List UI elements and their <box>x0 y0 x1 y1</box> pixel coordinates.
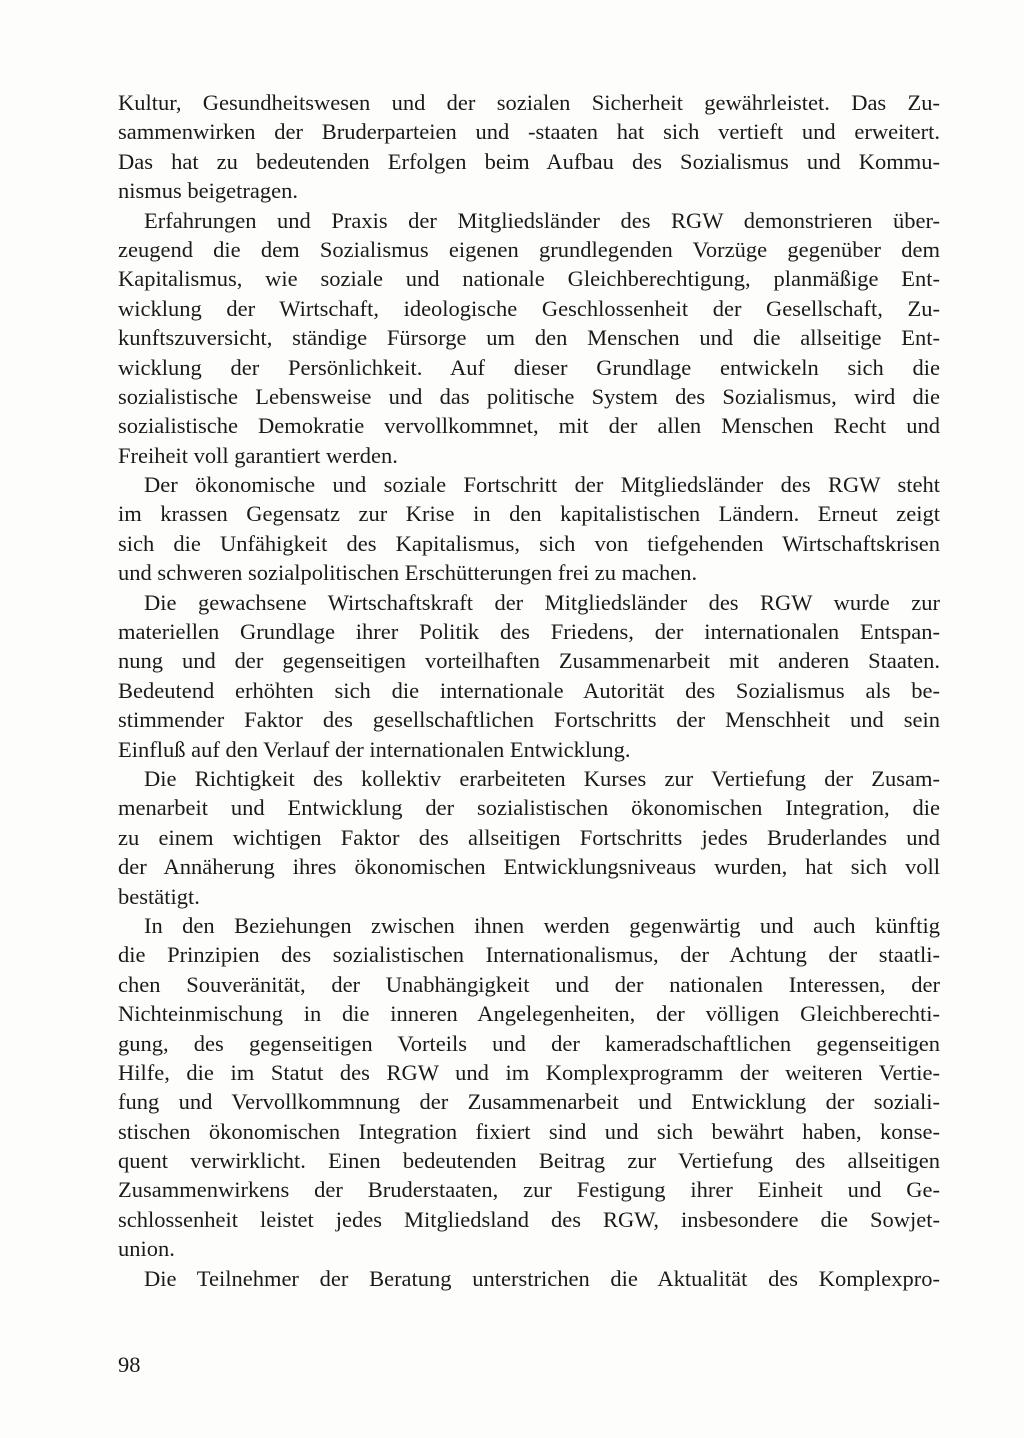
text-line: stischen ökonomischen Integration fixiert sind und sich bewährt haben, konse- <box>118 1118 940 1144</box>
text-line: zeugend die dem Sozialismus eigenen grundlegenden Vorzüge gegenüber dem <box>118 236 940 262</box>
text-line: sammenwirken der Bruderparteien und -staaten hat sich vertieft und erweitert. <box>118 119 940 145</box>
text-line: Kapitalismus, wie soziale und nationale Gleichberechtigung, planmäßige Ent- <box>118 266 940 292</box>
text-line: wicklung der Wirtschaft, ideologische Geschlossenheit der Gesellschaft, Zu- <box>118 295 940 321</box>
text-line: im krassen Gegensatz zur Krise in den kapitalistischen Ländern. Erneut zeigt <box>118 501 940 527</box>
text-line: Bedeutend erhöhten sich die internationale Autorität des Sozialismus als be- <box>118 677 940 703</box>
text-line: chen Souveränität, der Unabhängigkeit und der nationalen Interessen, der <box>118 971 940 997</box>
text-line: Kultur, Gesundheitswesen und der sozialen Sicherheit gewährleistet. Das Zu- <box>118 90 940 115</box>
text-line: wicklung der Persönlichkeit. Auf dieser Grundlage entwickeln sich die <box>118 354 940 380</box>
text-line: bestätigt. <box>118 883 200 909</box>
text-line: Zusammenwirkens der Bruderstaaten, zur Festigung ihrer Einheit und Ge- <box>118 1177 940 1203</box>
text-line: Die Teilnehmer der Beratung unterstrichen die Aktualität des Komplexpro- <box>144 1265 940 1291</box>
text-line: menarbeit und Entwicklung der sozialistischen ökonomischen Integration, die <box>118 795 940 821</box>
text-line: schlossenheit leistet jedes Mitgliedsland des RGW, insbesondere die Sowjet- <box>118 1206 940 1232</box>
text-line: fung und Vervollkommnung der Zusammenarbeit und Entwicklung der soziali- <box>118 1089 940 1115</box>
text-line: nismus beigetragen. <box>118 178 298 204</box>
text-line: materiellen Grundlage ihrer Politik des Friedens, der internationalen Entspan- <box>118 619 940 645</box>
body-text <box>118 88 940 1293</box>
text-line: zu einem wichtigen Faktor des allseitigen Fortschritts jedes Bruderlandes und <box>118 824 940 850</box>
text-line: Die gewachsene Wirtschaftskraft der Mitgliedsländer des RGW wurde zur <box>144 589 940 615</box>
text-line: kunftszuversicht, ständige Fürsorge um den Menschen und die allseitige Ent- <box>118 325 940 351</box>
text-line: union. <box>118 1236 175 1262</box>
text-line: Erfahrungen und Praxis der Mitgliedsländer des RGW demonstrieren über- <box>144 207 940 233</box>
text-line: sozialistische Lebensweise und das politische System des Sozialismus, wird die <box>118 383 940 409</box>
text-line: gung, des gegenseitigen Vorteils und der kameradschaftlichen gegenseitigen <box>118 1030 940 1056</box>
page-number: 98 <box>118 1352 141 1377</box>
text-line: Freiheit voll garantiert werden. <box>118 442 398 468</box>
text-line: der Annäherung ihres ökonomischen Entwicklungsniveaus wurden, hat sich voll <box>118 854 940 880</box>
text-line: stimmender Faktor des gesellschaftlichen Fortschritts der Menschheit und sein <box>118 707 940 733</box>
text-line: Das hat zu bedeutenden Erfolgen beim Aufbau des Sozialismus und Kommu- <box>118 148 940 174</box>
text-line: Hilfe, die im Statut des RGW und im Komplexprogramm der weiteren Vertie- <box>118 1059 940 1085</box>
text-line: In den Beziehungen zwischen ihnen werden gegenwärtig und auch künftig <box>144 912 940 938</box>
text-line: Der ökonomische und soziale Fortschritt der Mitgliedsländer des RGW steht <box>144 472 940 498</box>
text-line: und schweren sozialpolitischen Erschütterungen frei zu machen. <box>118 560 698 586</box>
text-line: quent verwirklicht. Einen bedeutenden Beitrag zur Vertiefung des allseitigen <box>118 1148 940 1174</box>
text-line: Nichteinmischung in die inneren Angelegenheiten, der völligen Gleichberechti- <box>118 1001 940 1027</box>
text-line: Die Richtigkeit des kollektiv erarbeiteten Kurses zur Vertiefung der Zusam- <box>144 765 940 791</box>
text-line: die Prinzipien des sozialistischen Internationalismus, der Achtung der staatli- <box>118 942 940 968</box>
text-line: sozialistische Demokratie vervollkommnet, mit der allen Menschen Recht und <box>118 413 940 439</box>
text-line: Einfluß auf den Verlauf der internationalen Entwicklung. <box>118 736 631 762</box>
text-line: sich die Unfähigkeit des Kapitalismus, sich von tiefgehenden Wirtschaftskrisen <box>118 530 940 556</box>
text-line: nung und der gegenseitigen vorteilhaften Zusammenarbeit mit anderen Staaten. <box>118 648 940 674</box>
